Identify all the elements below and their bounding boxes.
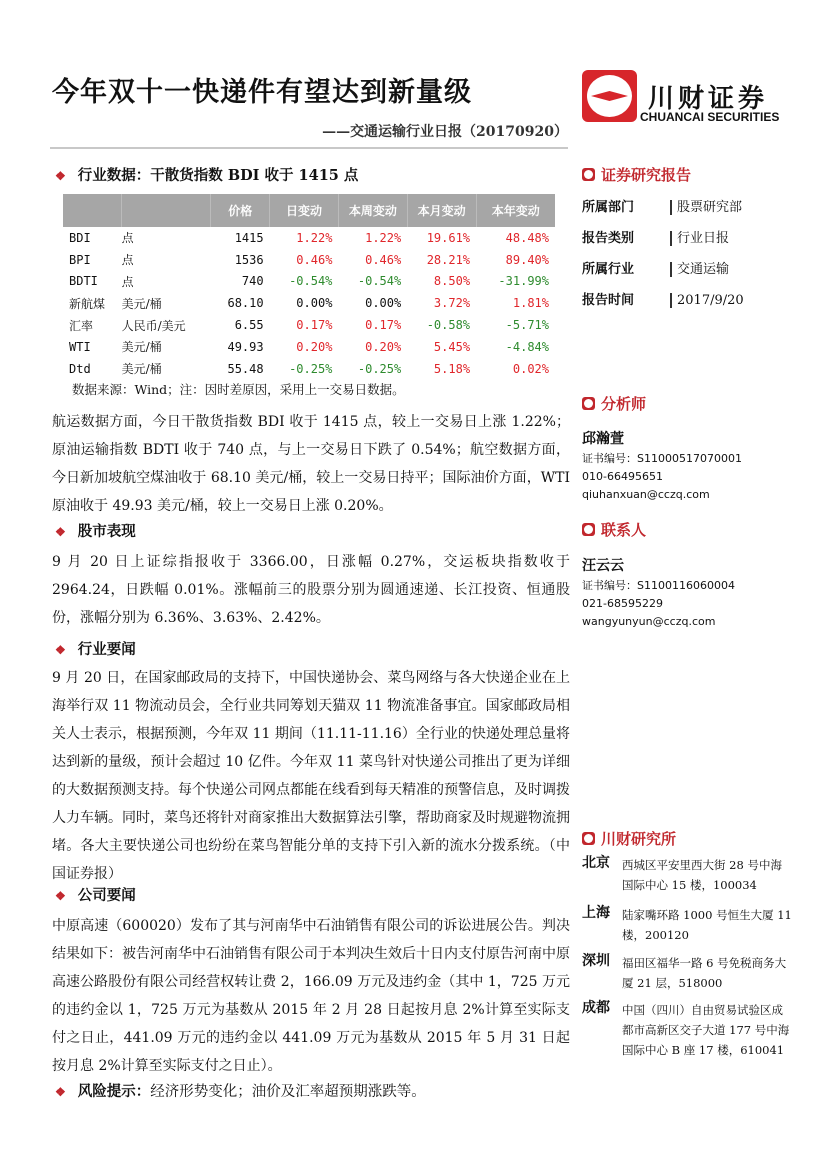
table-cell: 740 xyxy=(241,274,264,289)
table-cell: 5.45% xyxy=(433,339,471,354)
heading-text: 分析师 xyxy=(601,395,647,413)
table-cell: 汇率 xyxy=(69,318,94,333)
section-news xyxy=(55,638,136,659)
risk-text: 经济形势变化；油价及汇率超预期涨跌等。 xyxy=(150,1084,426,1100)
table-cell: 美元/桶 xyxy=(121,362,162,377)
section-company xyxy=(55,884,136,905)
column-header xyxy=(122,194,211,227)
table-cell: -31.99% xyxy=(498,274,549,289)
table-cell: 0.02% xyxy=(512,361,549,376)
table-cell: 48.48% xyxy=(505,230,549,245)
table-cell: BPI xyxy=(69,252,91,267)
company-paragraph: 中原高速（600020）发布了其与河南华中石油销售有限公司的诉讼进展公告。判决结果如下：被告河南华中石油销售有限公司于本判决生效后十日内支付原告河南中原高速公路股份有限公司经营权转让费 2，166.09 万元及违约金（其中 1，725 万元的违约金以 1，725 万元为基数从 2015 年 2 月 28 日起按月息 2%计算至实际支付之日止，441.09 万元的违约金以 441.09 万元为基数从 2015 年 5 月 31 日起按月息 2%计算至实际支付之日止）。 xyxy=(52,918,570,1074)
table-cell: 55.48 xyxy=(227,361,264,376)
section-title: 行业要闻 xyxy=(77,641,136,658)
column-header: 本年变动 xyxy=(476,194,555,227)
table-cell: 美元/桶 xyxy=(121,296,162,311)
table-row xyxy=(63,227,555,249)
office-city: 北京 xyxy=(582,855,610,871)
table-cell: 美元/桶 xyxy=(121,340,162,355)
meta-label: 报告时间 xyxy=(582,293,635,308)
table-header-row xyxy=(63,194,555,227)
contact-name: 汪云云 xyxy=(582,558,624,574)
logo-bullet-icon xyxy=(582,397,595,410)
table-cell: 点 xyxy=(121,274,134,289)
table-cell: -0.58% xyxy=(426,318,471,333)
table-cell: -5.71% xyxy=(505,318,549,333)
table-cell: -4.84% xyxy=(505,339,549,354)
stock-paragraph: 9 月 20 日上证综指报收于 3366.00，日涨幅 0.27%，交运板块指数收于 2964.24，日跌幅 0.01%。涨幅前三的股票分别为圆通速递、长江投资、恒通股份，涨幅分别为 6.36%、3.63%、2.42%。 xyxy=(52,554,570,626)
table-cell: 0.20% xyxy=(296,339,333,354)
analyst-heading xyxy=(582,393,646,414)
meta-value: 股票研究部 xyxy=(670,200,742,215)
report-title: 今年双十一快递件有望达到新量级 xyxy=(52,77,472,108)
table-cell: 19.61% xyxy=(426,230,471,245)
brand-name-en: CHUANCAI SECURITIES xyxy=(640,110,780,124)
industry-data-table xyxy=(63,194,555,380)
report-meta-row xyxy=(582,196,742,215)
table-cell: 68.10 xyxy=(227,296,264,311)
diamond-bullet-icon: ❖ xyxy=(55,169,66,183)
table-cell: 人民币/美元 xyxy=(121,318,186,333)
analyst-email[interactable]: qiuhanxuan@cczq.com xyxy=(582,488,710,501)
analyst-name: 邱瀚萱 xyxy=(582,431,624,447)
table-cell: -0.25% xyxy=(357,361,402,376)
office-address: 西城区平安里西大街 28 号中海国际中心 15 楼，100034 xyxy=(622,858,782,892)
table-cell: BDI xyxy=(69,230,91,245)
logo-bullet-icon xyxy=(582,523,595,536)
chuancai-logo-icon xyxy=(582,70,637,122)
table-row xyxy=(63,271,555,293)
table-cell: 6.55 xyxy=(234,318,264,333)
table-row xyxy=(63,249,555,271)
contact-card xyxy=(582,555,735,631)
office-city: 成都 xyxy=(582,1000,610,1016)
section-label: 风险提示： xyxy=(77,1083,151,1100)
logo-bullet-icon xyxy=(582,168,595,181)
table-cell: 新航煤 xyxy=(69,296,106,311)
table-cell: 点 xyxy=(121,253,134,268)
meta-label: 所属行业 xyxy=(582,262,635,277)
meta-label: 所属部门 xyxy=(582,200,635,215)
table-cell: 0.17% xyxy=(365,318,402,333)
office-address: 陆家嘴环路 1000 号恒生大厦 11 楼，200120 xyxy=(622,908,792,942)
table-cell: 0.46% xyxy=(365,252,402,267)
meta-value: 交通运输 xyxy=(670,262,729,277)
contact-phone: 021-68595229 xyxy=(582,597,663,610)
table-cell: 28.21% xyxy=(426,252,471,267)
analyst-card xyxy=(582,428,742,504)
contact-email[interactable]: wangyunyun@cczq.com xyxy=(582,615,716,628)
logo-bullet-icon xyxy=(582,832,595,845)
table-row xyxy=(63,314,555,336)
table-cell: 3.72% xyxy=(433,296,471,311)
diamond-bullet-icon: ❖ xyxy=(55,643,66,657)
section-title: 干散货指数 BDI 收于 1415 点 xyxy=(150,167,359,184)
report-heading xyxy=(582,164,691,185)
table-cell: 1.22% xyxy=(296,230,333,245)
contact-heading xyxy=(582,519,646,540)
section-risk xyxy=(55,1080,426,1101)
table-cell: -0.54% xyxy=(289,274,333,289)
column-header: 本月变动 xyxy=(407,194,476,227)
office-city: 上海 xyxy=(582,905,610,921)
diamond-bullet-icon: ❖ xyxy=(55,525,66,539)
table-cell: 0.46% xyxy=(296,252,333,267)
table-cell: 5.18% xyxy=(433,361,471,376)
section-label: 行业数据： xyxy=(77,167,151,184)
table-cell: 49.93 xyxy=(227,339,264,354)
institute-heading xyxy=(582,828,676,849)
table-row xyxy=(63,292,555,314)
header-divider xyxy=(50,147,568,149)
report-meta-row xyxy=(582,289,744,308)
news-paragraph: 9 月 20 日，在国家邮政局的支持下，中国快递协会、菜鸟网络与各大快递企业在上海举行双 11 物流动员会，全行业共同筹划天猫双 11 物流准备事宜。国家邮政局相关人士表示，根据预测，今年双 11 期间（11.11-11.16）全行业的快递处理总量将达到新的量级，预计会超过 10 亿件。今年双 11 菜鸟针对快递公司推出了更为详细的大数据预测支持。每个快递公司网点都能在线看到每天精准的预警信息，及时调拨人力车辆。同时，菜鸟还将针对商家推出大数据算法引擎，帮助商家及时规避物流拥堵。各大主要快递公司也纷纷在菜鸟智能分单的支持下引入新的流水分拨系统。（中国证券报） xyxy=(52,670,570,882)
table-cell: BDTI xyxy=(69,274,98,289)
diamond-bullet-icon: ❖ xyxy=(55,889,66,903)
table-cell: 1536 xyxy=(234,252,264,267)
table-cell: 89.40% xyxy=(505,252,549,267)
heading-text: 川财研究所 xyxy=(601,830,677,848)
table-row xyxy=(63,358,555,380)
table-cell: -0.25% xyxy=(289,361,333,376)
data-source-note: 数据来源：Wind；注：因时差原因，采用上一交易日数据。 xyxy=(72,382,405,397)
table-cell: 0.00% xyxy=(296,296,333,311)
table-cell: WTI xyxy=(69,339,91,354)
report-meta-row xyxy=(582,227,729,246)
office-address: 中国（四川）自由贸易试验区成都市高新区交子大道 177 号中海国际中心 B 座 17 楼，610041 xyxy=(622,1003,790,1057)
meta-value: 行业日报 xyxy=(670,231,729,246)
table-cell: 0.20% xyxy=(365,339,402,354)
report-meta-row xyxy=(582,258,729,277)
contact-cert: 证书编号：S1100116060004 xyxy=(582,579,735,592)
column-header: 本周变动 xyxy=(338,194,407,227)
table-cell: -0.54% xyxy=(357,274,402,289)
report-subtitle: ——交通运输行业日报（20170920） xyxy=(322,124,568,140)
table-cell: 0.00% xyxy=(365,296,402,311)
office-city: 深圳 xyxy=(582,953,610,969)
meta-value: 2017/9/20 xyxy=(670,293,744,308)
column-header: 日变动 xyxy=(270,194,339,227)
diamond-bullet-icon: ❖ xyxy=(55,1085,66,1099)
table-cell: 点 xyxy=(121,231,134,246)
section-industry-data xyxy=(55,164,358,185)
table-cell: Dtd xyxy=(69,361,91,376)
table-cell: 1.81% xyxy=(512,296,549,311)
analyst-phone: 010-66495651 xyxy=(582,470,663,483)
heading-text: 联系人 xyxy=(601,521,647,539)
brand-name-cn: 川财证券 xyxy=(648,84,769,114)
analyst-cert: 证书编号：S1100051707000​1 xyxy=(582,452,742,465)
column-header: 价格 xyxy=(211,194,270,227)
meta-label: 报告类别 xyxy=(582,231,635,246)
section-stock xyxy=(55,520,136,541)
table-cell: 1.22% xyxy=(365,230,402,245)
section-title: 公司要闻 xyxy=(77,887,136,904)
shipping-paragraph: 航运数据方面，今日干散货指数 BDI 收于 1415 点，较上一交易日上涨 1.22%；原油运输指数 BDTI 收于 740 点，与上一交易日下跌了 0.54%；航空数据方面，今日新加坡航空煤油收于 68.10 美元/桶，较上一交易日持平；国际油价方面，WTI 原油收于 49.93 美元/桶，较上一交易日上涨 0.20%。 xyxy=(52,414,570,514)
table-cell: 0.17% xyxy=(296,318,333,333)
office-address: 福田区福华一路 6 号免税商务大厦 21 层，518000 xyxy=(622,956,787,990)
heading-text: 证券研究报告 xyxy=(601,166,692,184)
table-cell: 1415 xyxy=(234,230,264,245)
table-row xyxy=(63,336,555,358)
section-title: 股市表现 xyxy=(77,523,136,540)
table-cell: 8.50% xyxy=(433,274,471,289)
column-header xyxy=(63,194,122,227)
